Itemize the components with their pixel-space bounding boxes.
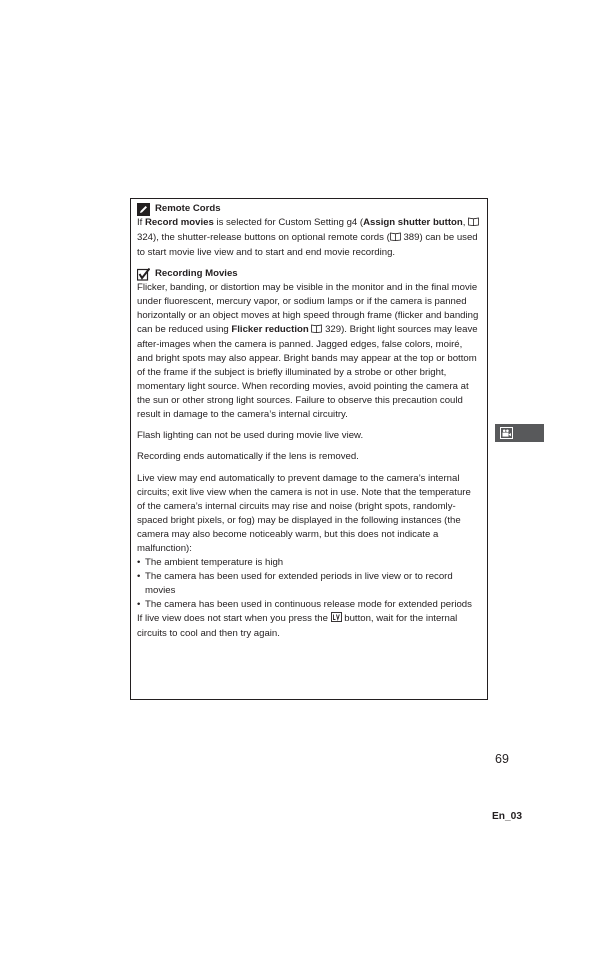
page-number: 69 — [495, 752, 509, 766]
recording-movies-heading — [137, 267, 480, 281]
list-item: • The camera has been used for extended periods in live view or to record movies — [137, 570, 480, 598]
recording-movies-para-4: Live view may end automatically to prevent damage to the camera’s internal circuits; exit live view when the camera is not in use. Note that the temperature of the camera’s internal circuits may rise and noise (bright spots, randomly-spaced bright pixels, or fog) may be displayed in the following instances (the camera may also become noticeably warm, but this does not indicate a malfunction): — [137, 473, 471, 554]
bullet-list — [137, 556, 480, 612]
list-item: • The ambient temperature is high — [137, 556, 480, 570]
live-view-button-icon — [331, 612, 342, 627]
chapter-tab — [495, 424, 544, 442]
recording-movies-para-2: Flash lighting can not be used during movie live view. — [137, 430, 364, 441]
notes-box — [130, 198, 488, 700]
recording-movies-para-3: Recording ends automatically if the lens is removed. — [137, 451, 359, 462]
recording-movies-title: Recording Movies — [155, 268, 238, 279]
movie-camera-icon — [500, 427, 513, 439]
book-icon — [311, 324, 322, 338]
book-icon — [468, 217, 479, 231]
list-item: • The camera has been used in continuous release mode for extended periods — [137, 598, 480, 612]
remote-cords-title: Remote Cords — [155, 203, 221, 214]
recording-movies-para-1: Flicker, banding, or distortion may be visible in the monitor and in the final movie under fluorescent, mercury vapor, or sodium lamps or if the camera is panned horizontally or an object moves at high speed through frame (flicker and banding can be reduced using Flicker reduction 329). Bright light sources may leave after-images when the camera is panned. Jagged edges, false colors, moiré, and bright spots may also appear. Bright bands may appear at the top or bottom of the frame if the subject is briefly illuminated by a strobe or other bright, momentary light source. When recording movies, avoid pointing the camera at the sun or other strong light sources. Failure to observe this precaution could result in damage to the camera’s internal circuitry. — [137, 282, 479, 420]
remote-cords-heading — [137, 202, 480, 216]
remote-cords-text: If Record movies is selected for Custom Setting g4 (Assign shutter button, 324), the shutter-release buttons on optional remote cords ( 389) can be used to start movie live view and to start and end movie recording. — [137, 217, 478, 258]
footer-code: En_03 — [492, 811, 523, 822]
checkmark-caution-icon — [137, 268, 150, 281]
pencil-note-icon — [137, 203, 150, 216]
book-icon — [390, 232, 401, 246]
recording-movies-para-5: If live view does not start when you press the button, wait for the internal circuits to cool and then try again. — [137, 613, 458, 639]
